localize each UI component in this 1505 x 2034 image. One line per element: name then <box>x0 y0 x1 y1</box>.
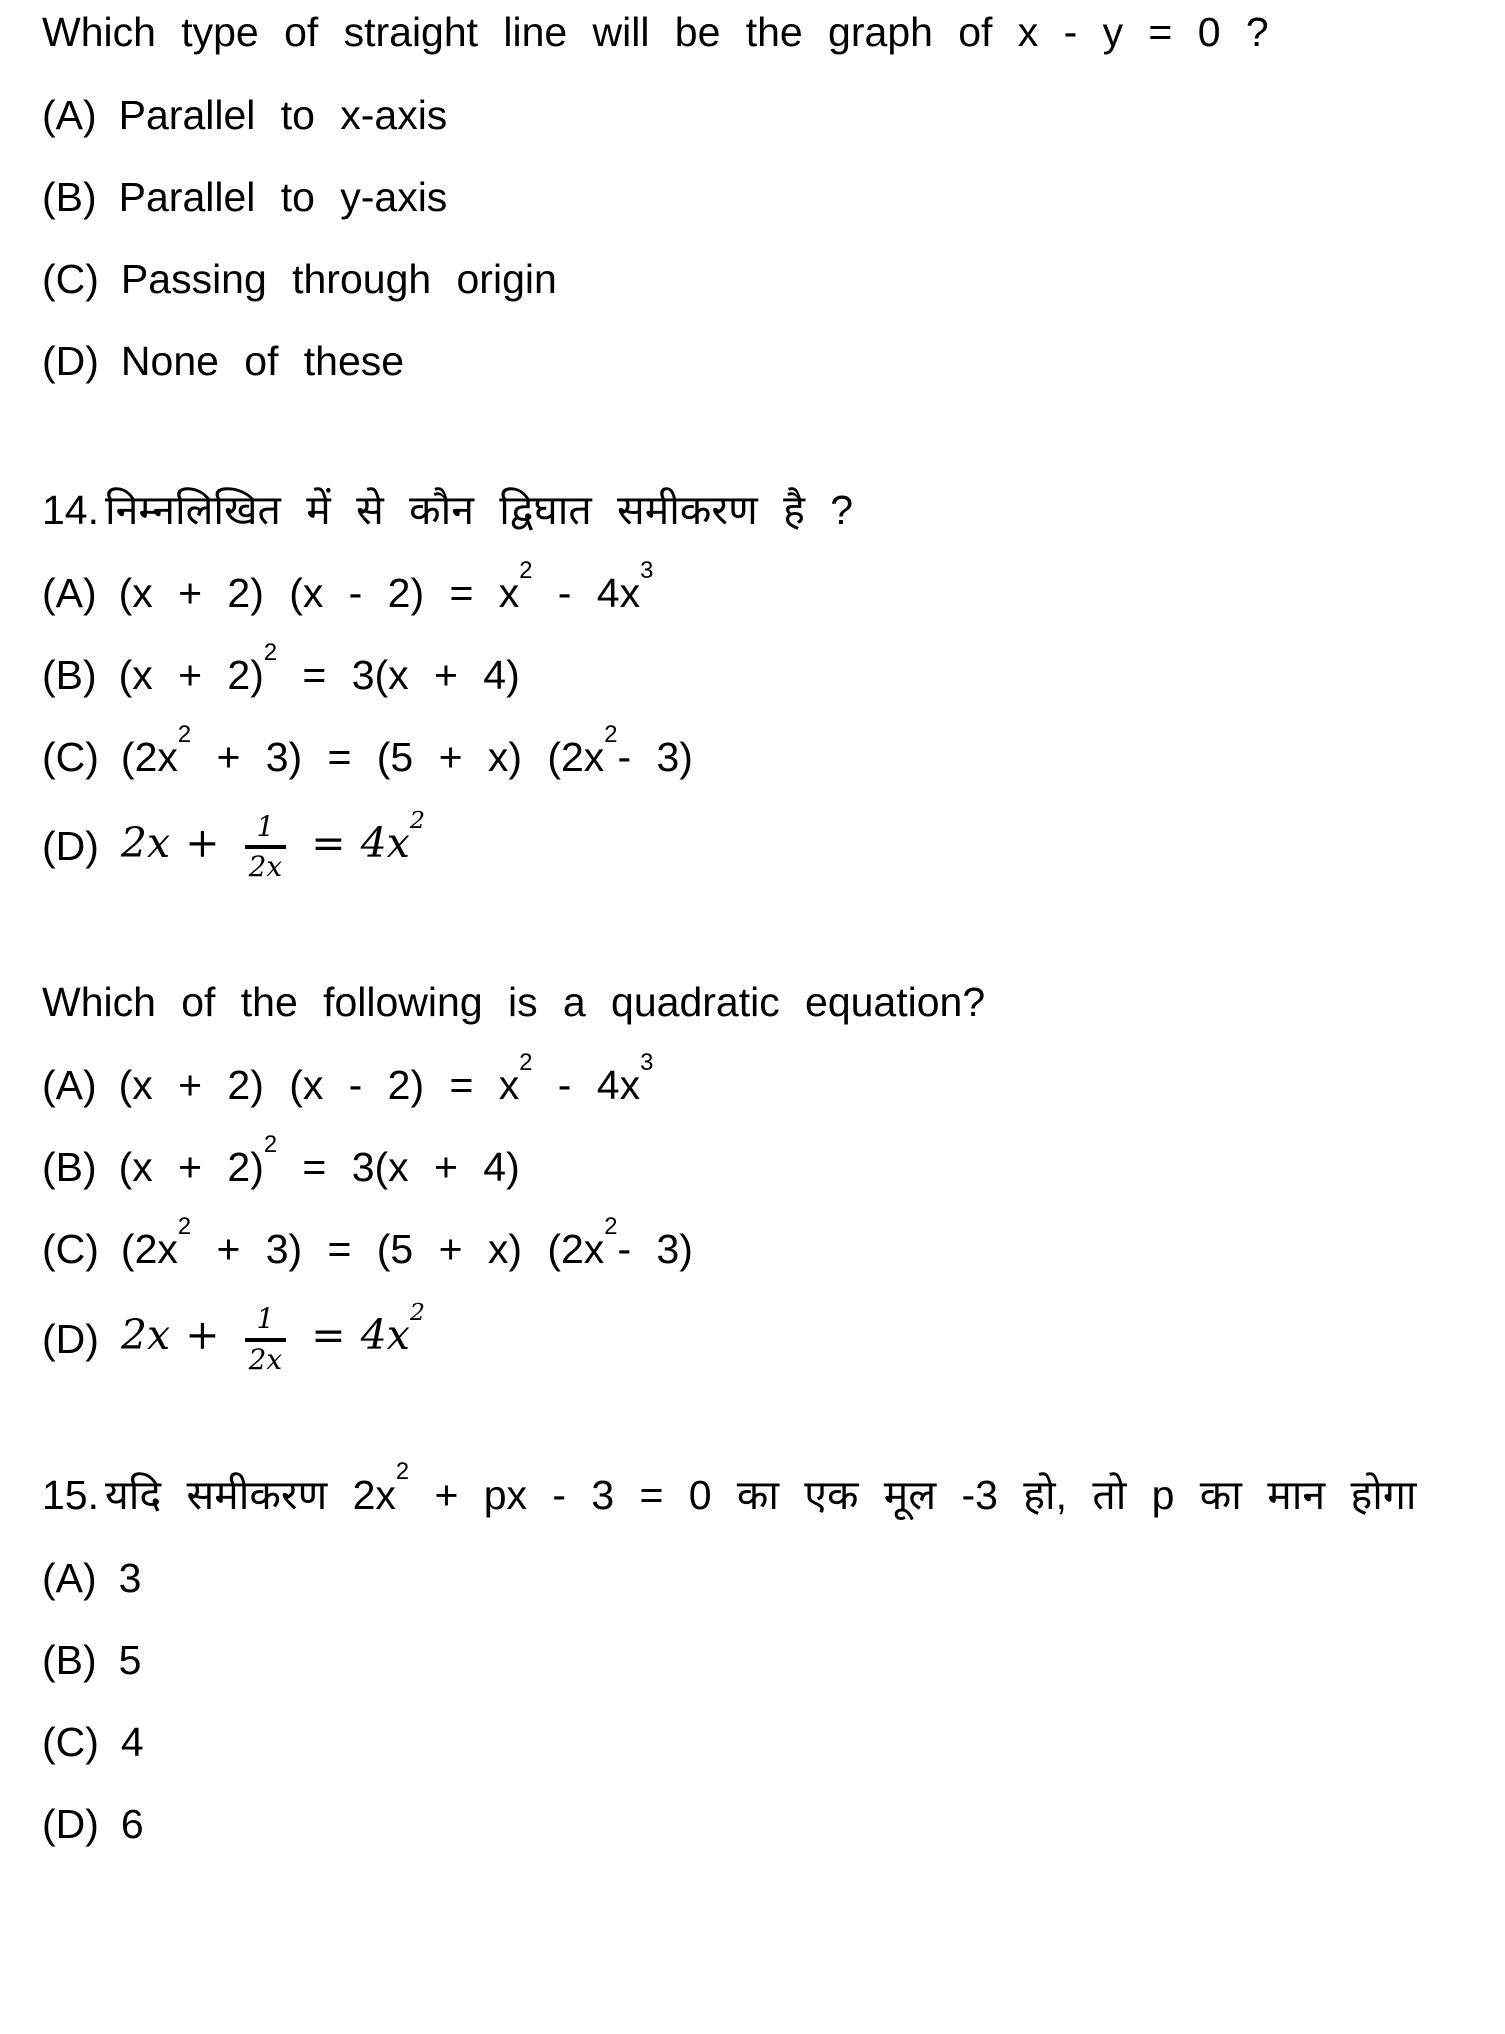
option-text <box>121 1714 144 1771</box>
option-label: (A) <box>42 1554 97 1601</box>
text-segment: = 4x <box>296 1311 410 1360</box>
superscript: 2 <box>263 638 278 666</box>
option-label: (C) <box>42 1718 99 1765</box>
fraction-numerator: 1 <box>256 1302 275 1336</box>
option-label: (D) <box>42 1315 99 1362</box>
text-segment: = 4x <box>296 819 410 868</box>
option-text <box>120 1298 425 1376</box>
text-segment: - 3) <box>617 734 693 780</box>
option-text <box>119 1632 142 1689</box>
text-segment: 6 <box>120 1800 144 1847</box>
text-segment: = 3(x + 4) <box>277 652 520 698</box>
option-label: (A) <box>42 92 97 138</box>
text-segment: 2x + <box>120 819 235 868</box>
fraction-denominator: 2x <box>245 845 286 882</box>
option-text <box>120 1213 693 1278</box>
superscript: 2 <box>395 1458 410 1486</box>
option-text <box>118 638 520 704</box>
option-text <box>118 1131 520 1196</box>
option-label: (A) <box>42 570 97 616</box>
text-segment: - 4x <box>532 1062 641 1109</box>
superscript: 2 <box>604 1213 618 1241</box>
text-segment: 5 <box>118 1636 142 1683</box>
option-row <box>42 1131 1469 1196</box>
text-segment: + 3) = (5 + x) (2x <box>191 734 605 780</box>
option-label: (A) <box>42 1062 97 1109</box>
superscript: 2 <box>177 720 192 748</box>
question-number: 14. <box>42 487 99 533</box>
superscript: 2 <box>604 720 618 748</box>
question-prompt <box>42 974 1469 1031</box>
question-text <box>105 1458 1417 1518</box>
option-label: (B) <box>42 652 97 698</box>
option-text <box>119 87 448 144</box>
option-row <box>42 1298 1469 1376</box>
question-text <box>105 487 853 533</box>
text-segment: Parallel to x-axis <box>118 92 448 138</box>
option-row <box>42 805 1469 884</box>
option-row <box>42 1632 1469 1689</box>
option-text <box>120 720 693 786</box>
text-segment: + px - 3 = 0 का एक मूल -3 हो, तो p का मान होगा <box>409 1471 1417 1518</box>
question-block <box>42 482 1469 882</box>
question-prompt <box>42 482 1469 539</box>
option-text <box>119 169 448 226</box>
text-segment: + 3) = (5 + x) (2x <box>191 1226 605 1273</box>
option-row <box>42 1550 1469 1607</box>
text-segment: 3 <box>118 1554 142 1601</box>
option-label: (D) <box>42 823 99 870</box>
superscript: 2 <box>519 556 533 584</box>
text-segment: 4 <box>120 1718 144 1765</box>
question-block <box>42 974 1469 1374</box>
text-segment: Which of the following is a quadratic equation? <box>42 979 986 1026</box>
text-segment: - 3) <box>617 1226 693 1273</box>
option-label: (D) <box>42 1800 99 1847</box>
option-label: (C) <box>42 256 99 302</box>
text-segment: (2x <box>120 734 178 780</box>
text-segment: = 3(x + 4) <box>277 1144 520 1191</box>
text-segment: यदि समीकरण 2x <box>105 1471 396 1518</box>
superscript: 2 <box>519 1049 533 1077</box>
question-text <box>42 9 1269 55</box>
text-segment: (x + 2) <box>118 652 264 698</box>
text-segment: Passing through origin <box>120 256 557 302</box>
question-block <box>42 1458 1469 1853</box>
superscript: 2 <box>177 1213 192 1241</box>
option-label: (B) <box>42 1144 97 1191</box>
text-segment: (2x <box>120 1226 178 1273</box>
option-row <box>42 720 1469 786</box>
option-text <box>121 333 404 390</box>
option-label: (C) <box>42 1226 99 1273</box>
fraction-denominator: 2x <box>245 1338 286 1375</box>
fraction <box>245 1303 286 1374</box>
option-text <box>121 251 557 308</box>
superscript: 3 <box>640 1049 654 1077</box>
option-text <box>121 1796 144 1853</box>
option-row <box>42 1213 1469 1278</box>
fraction-numerator: 1 <box>256 810 275 843</box>
question-block <box>42 4 1469 390</box>
option-row <box>42 87 1469 144</box>
text-segment: (x + 2) (x - 2) = x <box>118 1062 520 1109</box>
option-row <box>42 333 1469 390</box>
question-text <box>42 979 985 1025</box>
option-label: (B) <box>42 174 97 220</box>
option-text <box>119 1550 142 1607</box>
superscript: 2 <box>263 1131 278 1159</box>
text-segment: - 4x <box>532 570 641 616</box>
text-segment: Parallel to y-axis <box>118 174 448 220</box>
option-row <box>42 1796 1469 1853</box>
option-text <box>120 805 425 884</box>
text-segment: (x + 2) (x - 2) = x <box>118 570 520 616</box>
option-row <box>42 556 1469 622</box>
superscript: 2 <box>409 1298 425 1327</box>
question-prompt <box>42 1458 1469 1524</box>
option-row <box>42 1049 1469 1114</box>
text-segment: None of these <box>120 338 405 384</box>
option-label: (D) <box>42 338 99 384</box>
text-segment: निम्नलिखित में से कौन द्विघात समीकरण है ? <box>105 487 854 533</box>
option-row <box>42 251 1469 308</box>
question-number: 15. <box>42 1471 99 1518</box>
option-text <box>118 1049 654 1114</box>
option-label: (C) <box>42 734 99 780</box>
superscript: 3 <box>640 556 654 584</box>
option-row <box>42 169 1469 226</box>
superscript: 2 <box>409 805 425 834</box>
option-row <box>42 1714 1469 1771</box>
option-label: (B) <box>42 1636 97 1683</box>
text-segment: (x + 2) <box>118 1144 264 1191</box>
option-row <box>42 638 1469 704</box>
text-segment: 2x + <box>120 1311 235 1360</box>
option-text <box>118 556 654 622</box>
question-prompt <box>42 4 1469 61</box>
text-segment: Which type of straight line will be the graph of x - y = 0 ? <box>42 9 1269 55</box>
fraction <box>245 811 286 882</box>
